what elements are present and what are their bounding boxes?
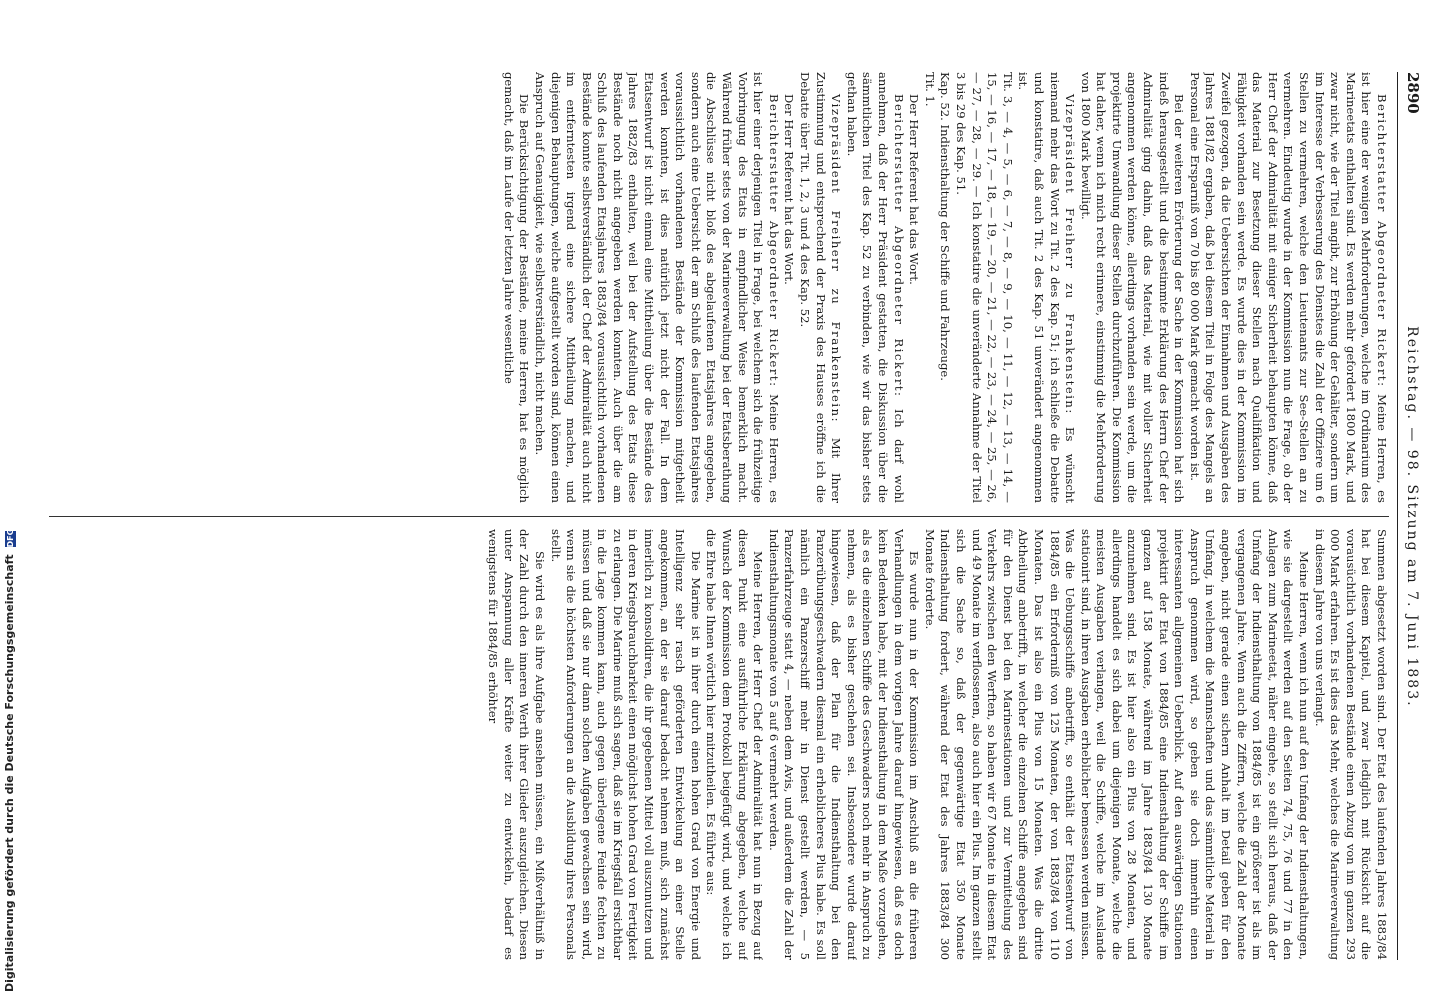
paragraph-text: Die Marine ist in ihrer durch einen hohen Grad von Energie und Intelligenz sehr rasch geförderten Entwickelung an einer Stelle angekommen, an der sie darauf bedacht nehmen muß, sich zunächst innerlich zu konsolidiren, die ihr gegebenen Mittel voll auszunutzen und in deren Kriegsbrauchbarkeit einen möglichst hohen Grad von Fertigkeit zu erlangen. Die Marine muß sich sagen, daß sie im Kriegsfall ersichtbar in die Lage kommen kann, auch gegen überlegene Feinde fechten zu müssen und daß sie nur dann solchen Aufgaben gewachsen sein wird, wenn sie die höchsten Anforderungen an die Ausbildung ihres Personals stellt.	[548, 529, 703, 960]
paragraph-text: Die Berücksichtigung der Bestände, meine Herren, hat es möglich gemacht, daß im Laufe der letzten Jahre wesentliche	[501, 72, 532, 503]
paragraph	[547, 529, 703, 960]
paragraph-text: Kap. 52. Indiensthaltung der Schiffe und Fahrzeuge.	[938, 72, 953, 381]
paragraph-text: Der Herr Referent hat das Wort.	[782, 94, 797, 285]
speaker-label: Berichterstatter Abgeordneter Rickert:	[766, 94, 781, 388]
text-columns	[49, 72, 1389, 960]
page-number: 2890	[1404, 72, 1422, 114]
paragraph	[485, 529, 547, 960]
paragraph-text: Meine Herren, es ist hier einer derjenigen Titel in Frage, bei welchem sich die frühzeitige Vorbringung des Etats in empfindlicher Weise bemerklich macht. Während früher stets von der Marineverwaltung bei der Etatsberathung die Abschlüsse nicht bloß des abgelaufenen Etatsjahres angegeben, sondern auch eine Uebersicht der am Schluß des laufenden Etatsjahres voraussichtlich vorhandenen Bestände der Kommission mitgetheilt werden konnten, ist dies natürlich jetzt nicht der Fall. In dem Etatsentwurf ist nicht einmal eine Mittheilung über die Bestände des Jahres 1882/83 enthalten, weil bei der Aufstellung des Etats diese Bestände noch nicht angegeben werden konnten. Auch über die am Schluß des laufenden Etatsjahres 1883/84 voraussichtlich vorhandenen Bestände konnte selbstverständlich der Chef der Admiralität auch nicht im entferntesten irgend eine sichere Mittheilung machen, und diejenigen Behauptungen, welche aufgestellt worden sind, können einen Anspruch auf Genauigkeit, wie selbstverständlich, nicht machen.	[532, 72, 781, 503]
speaker-label: Berichterstatter Abgeordneter Rickert:	[891, 94, 906, 398]
paragraph-text: Sie wird es als ihre Aufgabe ansehen müssen, ein Mißverhältniß in der Zahl durch den inneren Werth ihrer Glieder auszugleichen. Diesen unter Anspannung aller Kräfte weiter zu entwickeln, bedarf es wenigstens für 1884/85 erhöhter	[486, 529, 547, 960]
paragraph	[952, 72, 1014, 503]
paragraph	[906, 72, 922, 503]
speaker-label: Vizepräsident Freiherr zu Frankenstein:	[1063, 94, 1078, 415]
paragraph	[531, 72, 781, 503]
paragraph	[796, 72, 843, 503]
paragraph	[1077, 72, 1186, 503]
paragraph	[765, 529, 921, 960]
speaker-label: Berichterstatter Abgeordneter Rickert:	[1375, 94, 1389, 388]
paragraph	[1186, 72, 1389, 503]
left-column	[49, 72, 1389, 503]
paragraph-text: Tit. 3, — 4, — 5, — 6, — 7, — 8, — 9, — 10, — 11, — 12, — 13, — 14, — 15, — 16, — 17, — 18, — 19, — 20, — 21, — 22, — 23, — 24, — 25, — 26, — 27, — 28, — 29. — Ich konstatire die unveränderte Annahme der Titel 3 bis 29 des Kap. 51.	[953, 72, 1015, 503]
paragraph-text: Es wurde nun in der Kommission im Anschluß an die früheren Verhandlungen in dem vorigen Jahre darauf hingewiesen, daß es doch kein Bedenken habe, mit der Indiensthaltung in dem Maße vorzugehen, als es die einzelnen Schiffe des Geschwaders noch mehr in Anspruch zu nehmen, als es bisher geschehen sei. Insbesondere wurde darauf hingewiesen, daß der Plan für die Indiensthaltung bei den Panzerübungsgeschwadern diesmal ein erheblicheres Plus habe. Es soll nämlich ein Panzerschiff mehr in Dienst gestellt werden, — 5 Panzerfahrzeuge statt 4, — neben dem Avis, und außerdem die Zahl der Indiensthaltungsmonate von 5 auf 6 vermehrt werden.	[766, 529, 922, 960]
dfg-logo: DFG	[5, 528, 15, 548]
page-title: Reichstag. — 98. Sitzung am 7. Juni 1883.	[1404, 326, 1420, 708]
right-column	[49, 529, 1389, 960]
paragraph-text: Tit. 1.	[922, 72, 937, 107]
paragraph	[843, 72, 905, 503]
paragraph-text: Summen abgesetzt worden sind. Der Etat des laufenden Jahres 1883/84 hat bei diesem Kapitel, und zwar lediglich mit Rücksicht auf die vorausüchtlich vorhandenen Bestände einen Abzug von im ganzen 293 000 Mark erfahren. Es ist dies das Mehr, welches die Marineverwaltung in diesem Jahre von uns verlangt.	[1312, 529, 1389, 960]
speaker-label: Vizepräsident Freiherr zu Frankenstein:	[829, 94, 844, 423]
paragraph	[921, 72, 937, 503]
paragraph	[781, 72, 797, 503]
paragraph-text: Ich darf wohl annehmen, daß der Herr Präsident gestatten, die Diskussion über die sämmtlichen Titel des Kap. 52 zu verbinden, wie wir das bisher stets gethan haben.	[844, 72, 906, 503]
paragraph-text: Mit Ihrer Zustimmung und entsprechend der Praxis des Hauses eröffne ich die Debatte über Tit. 1, 2, 3 und 4 des Kap. 52.	[798, 72, 844, 503]
paragraph-text: Es wünscht niemand mehr das Wort zu Tit. 2 des Kap. 51; ich schließe die Debatte und konstatire, daß auch Tit. 2 des Kap. 51 unverändert angenommen ist.	[1016, 72, 1078, 503]
paragraph-text: Meine Herren, wenn ich nun auf den Umfang der Indiensthaltungen, wie sie dargestellt werden auf den Seiten 74, 75, 76 und 77 in den Anlagen zum Marineetat, näher eingehe, so stellt sich heraus, daß der Umfang der Indiensthaltung von 1884/85 ist ein größerer ist als im vergangenen Jahre. Wenn auch die Ziffern, welche die Zahl der Monate angeben, nicht gerade einen sichern Anhalt im Detail geben für den Umfang, in welchem die Mannschaften und das sämmtliche Material in Anspruch genommen wird, so geben sie doch immerhin einen interessanten allgemeinen Ueberblick. Auf den auswärtigen Stationen projektirt der Etat von 1884/85 eine Indiensthaltung der Schiffe im ganzen auf 158 Monate, während im Jahre 1883/84 130 Monate anzunehmen sind. Es ist hier also ein Plus von 28 Monaten, und allerdings handelt es sich dabei um diejenigen Monate, welche die meisten Ausgaben verlangen, weil die Schiffe, welche im Auslande stationirt sind, in ihren Ausgaben erheblicher bemessen werden müssen. Was die Uebungsschiffe anbetrifft, so enthält der Etatsentwurf von 1884/85 ein Erforderniß von 125 Monaten, der von 1883/84 von 110 Monaten. Das ist also ein Plus von 15 Monaten. Was die dritte Abtheilung anbetrifft, in welcher die einzelnen Schiffe angegeben sind für den Dienst bei den Marinestationen und zur Vermittelung des Verkehrs zwischen den Werften, so haben wir 67 Monate in diesem Etat und 49 Monate im verflossenen, also auch hier ein Plus. Im ganzen stellt sich die Sache so, daß der gegenwärtige Etat 350 Monate Indiensthaltung fordert, während der Etat des Jahres 1883/84 300 Monate forderte.	[922, 529, 1312, 960]
paragraph	[703, 529, 765, 960]
digitization-footer	[0, 0, 20, 1000]
paragraph-text: Meine Herren, es ist hier eine der wenigen Mehrforderungen, welche im Ordinarium des Marineetats enthalten sind. Es werden mehr gefordert 1800 Mark, und zwar nicht, wie der Titel angibt, zur Erhöhung der Gehälter, sondern um im Interesse der Verbesserung des Dienstes die Zahl der Offiziere um 6 Stellen zu vermehren, welche den Lieutenants zur See-Stellen an zu vermehren. Eindeutig wurde in der Kommission nun die Frage, ob der Herr Chef der Admiralität mit einiger Sicherheit behaupten könne, daß das Material zur Besetzung dieser Stellen nach Qualifikation und Fähigkeit vorhanden sein werde. Es wurde dies in der Kommission im Zweifel gezogen, da die Uebersichten der Einnahmen und Ausgaben des Jahres 1881/82 ergaben, daß bei diesem Titel in Folge des Mangels an Personal eine Ersparniß von 70 bis 80 000 Mark gemacht worden ist.	[1187, 72, 1389, 503]
paragraph	[921, 529, 1311, 960]
page-header	[1397, 72, 1422, 960]
paragraph	[1015, 72, 1077, 503]
paragraph	[1311, 529, 1389, 960]
digitization-note: Digitalisierung gefördert durch die Deutsche Forschungsgemeinschaft	[3, 554, 16, 992]
paragraph-text: Bei der weiteren Erörterung der Sache in der Kommission hat sich indeß herausgestellt und die bestimmte Erklärung des Herrn Chef der Admiralität ging dahin, daß das Material, wie mit voller Sicherheit angenommen werden könne, allerdings vorhanden sein werde, um die projektirte Umwandlung dieser Stellen durchzuführen. Die Kommission hat daher, wenn ich mich recht erinnere, einstimmig die Mehrforderung von 1800 Mark bewilligt.	[1078, 72, 1187, 503]
paragraph-text: Meine Herren, der Herr Chef der Admiralität hat nun in Bezug auf diesen Punkt eine ausführliche Erklärung abgegeben, welche auf Wunsch der Kommission dem Protokoll beigefügt wird, und welche ich die Ehre habe Ihnen wörtlich hier mitzutheilen. Es führte aus:	[704, 529, 766, 960]
paragraph	[937, 72, 953, 503]
paragraph-text: Der Herr Referent hat das Wort.	[907, 94, 922, 285]
paragraph	[500, 72, 531, 503]
